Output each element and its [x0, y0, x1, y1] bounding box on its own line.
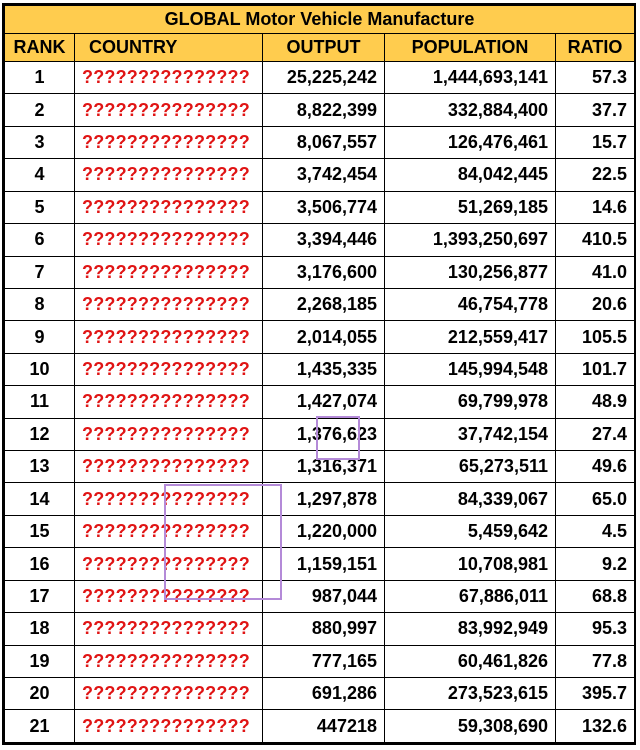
table-row: [5, 451, 635, 483]
cell-output[interactable]: 1,376,623: [263, 418, 385, 450]
table-row: [5, 580, 635, 612]
cell-population[interactable]: 130,256,877: [385, 256, 556, 288]
cell-population[interactable]: 84,339,067: [385, 483, 556, 515]
cell-country[interactable]: ???????????????: [75, 418, 263, 450]
table-row: [5, 386, 635, 418]
cell-rank[interactable]: 8: [5, 288, 75, 320]
cell-population[interactable]: 51,269,185: [385, 191, 556, 223]
cell-rank[interactable]: 12: [5, 418, 75, 450]
cell-output[interactable]: 1,435,335: [263, 353, 385, 385]
cell-output[interactable]: 2,268,185: [263, 288, 385, 320]
cell-country[interactable]: ???????????????: [75, 191, 263, 223]
cell-rank[interactable]: 20: [5, 678, 75, 710]
cell-rank[interactable]: 9: [5, 321, 75, 353]
cell-population[interactable]: 67,886,011: [385, 580, 556, 612]
cell-output[interactable]: 25,225,242: [263, 62, 385, 94]
cell-ratio[interactable]: 49.6: [556, 451, 635, 483]
table-row: [5, 678, 635, 710]
cell-output[interactable]: 1,316,371: [263, 451, 385, 483]
cell-rank[interactable]: 2: [5, 94, 75, 126]
cell-ratio[interactable]: 41.0: [556, 256, 635, 288]
cell-population[interactable]: 83,992,949: [385, 613, 556, 645]
table-row: [5, 288, 635, 320]
cell-country[interactable]: ???????????????: [75, 515, 263, 547]
cell-population[interactable]: 60,461,826: [385, 645, 556, 677]
cell-output[interactable]: 1,297,878: [263, 483, 385, 515]
cell-output[interactable]: 3,506,774: [263, 191, 385, 223]
cell-population[interactable]: 10,708,981: [385, 548, 556, 580]
cell-rank[interactable]: 18: [5, 613, 75, 645]
cell-rank[interactable]: 3: [5, 126, 75, 158]
cell-country[interactable]: ???????????????: [75, 224, 263, 256]
table-body: [5, 62, 635, 743]
cell-output[interactable]: 2,014,055: [263, 321, 385, 353]
cell-rank[interactable]: 5: [5, 191, 75, 223]
cell-rank[interactable]: 4: [5, 159, 75, 191]
cell-ratio[interactable]: 68.8: [556, 580, 635, 612]
cell-output[interactable]: 8,067,557: [263, 126, 385, 158]
cell-ratio[interactable]: 132.6: [556, 710, 635, 743]
header-output[interactable]: OUTPUT: [263, 34, 385, 62]
header-rank[interactable]: RANK: [5, 34, 75, 62]
cell-country[interactable]: ???????????????: [75, 710, 263, 743]
spreadsheet-table-container: [2, 3, 636, 745]
cell-ratio[interactable]: 48.9: [556, 386, 635, 418]
cell-population[interactable]: 1,393,250,697: [385, 224, 556, 256]
table-row: [5, 256, 635, 288]
cell-ratio[interactable]: 22.5: [556, 159, 635, 191]
cell-population[interactable]: 332,884,400: [385, 94, 556, 126]
cell-output[interactable]: 1,159,151: [263, 548, 385, 580]
table-row: [5, 710, 635, 743]
cell-rank[interactable]: 21: [5, 710, 75, 743]
motor-vehicle-table: [4, 5, 635, 743]
table-title[interactable]: GLOBAL Motor Vehicle Manufacture: [5, 6, 635, 34]
cell-ratio[interactable]: 105.5: [556, 321, 635, 353]
cell-ratio[interactable]: 410.5: [556, 224, 635, 256]
cell-ratio[interactable]: 57.3: [556, 62, 635, 94]
column-header-row: [5, 34, 635, 62]
cell-output[interactable]: 447218: [263, 710, 385, 743]
cell-output[interactable]: 3,176,600: [263, 256, 385, 288]
cell-output[interactable]: 3,742,454: [263, 159, 385, 191]
cell-population[interactable]: 145,994,548: [385, 353, 556, 385]
header-ratio[interactable]: RATIO: [556, 34, 635, 62]
table-row: [5, 645, 635, 677]
cell-rank[interactable]: 7: [5, 256, 75, 288]
cell-country[interactable]: ???????????????: [75, 62, 263, 94]
header-population[interactable]: POPULATION: [385, 34, 556, 62]
table-row: [5, 613, 635, 645]
cell-rank[interactable]: 1: [5, 62, 75, 94]
cell-population[interactable]: 1,444,693,141: [385, 62, 556, 94]
table-row: [5, 515, 635, 547]
table-row: [5, 224, 635, 256]
cell-ratio[interactable]: 95.3: [556, 613, 635, 645]
cell-country[interactable]: ???????????????: [75, 386, 263, 418]
cell-ratio[interactable]: 37.7: [556, 94, 635, 126]
cell-population[interactable]: 69,799,978: [385, 386, 556, 418]
cell-rank[interactable]: 11: [5, 386, 75, 418]
cell-rank[interactable]: 10: [5, 353, 75, 385]
cell-ratio[interactable]: 20.6: [556, 288, 635, 320]
cell-rank[interactable]: 17: [5, 580, 75, 612]
cell-country[interactable]: ???????????????: [75, 353, 263, 385]
table-row: [5, 126, 635, 158]
cell-country[interactable]: ???????????????: [75, 451, 263, 483]
cell-rank[interactable]: 15: [5, 515, 75, 547]
cell-output[interactable]: 1,220,000: [263, 515, 385, 547]
cell-population[interactable]: 59,308,690: [385, 710, 556, 743]
cell-rank[interactable]: 19: [5, 645, 75, 677]
cell-rank[interactable]: 16: [5, 548, 75, 580]
cell-output[interactable]: 3,394,446: [263, 224, 385, 256]
cell-ratio[interactable]: 395.7: [556, 678, 635, 710]
cell-country[interactable]: ???????????????: [75, 288, 263, 320]
cell-country[interactable]: ???????????????: [75, 548, 263, 580]
cell-output[interactable]: 691,286: [263, 678, 385, 710]
cell-rank[interactable]: 13: [5, 451, 75, 483]
cell-output[interactable]: 880,997: [263, 613, 385, 645]
table-row: [5, 353, 635, 385]
header-country[interactable]: COUNTRY: [75, 34, 263, 62]
cell-ratio[interactable]: 15.7: [556, 126, 635, 158]
table-row: [5, 62, 635, 94]
cell-country[interactable]: ???????????????: [75, 126, 263, 158]
cell-ratio[interactable]: 14.6: [556, 191, 635, 223]
cell-country[interactable]: ???????????????: [75, 321, 263, 353]
cell-population[interactable]: 273,523,615: [385, 678, 556, 710]
cell-country[interactable]: ???????????????: [75, 645, 263, 677]
cell-country[interactable]: ???????????????: [75, 678, 263, 710]
cell-output[interactable]: 8,822,399: [263, 94, 385, 126]
cell-output[interactable]: 777,165: [263, 645, 385, 677]
cell-country[interactable]: ???????????????: [75, 159, 263, 191]
table-row: [5, 483, 635, 515]
cell-country[interactable]: ???????????????: [75, 613, 263, 645]
cell-output[interactable]: 1,427,074: [263, 386, 385, 418]
cell-rank[interactable]: 6: [5, 224, 75, 256]
cell-ratio[interactable]: 77.8: [556, 645, 635, 677]
cell-population[interactable]: 212,559,417: [385, 321, 556, 353]
cell-output[interactable]: 987,044: [263, 580, 385, 612]
table-row: [5, 94, 635, 126]
cell-country[interactable]: ???????????????: [75, 256, 263, 288]
table-title-row: [5, 6, 635, 34]
cell-ratio[interactable]: 27.4: [556, 418, 635, 450]
cell-ratio[interactable]: 65.0: [556, 483, 635, 515]
cell-population[interactable]: 5,459,642: [385, 515, 556, 547]
cell-country[interactable]: ???????????????: [75, 94, 263, 126]
table-row: [5, 548, 635, 580]
cell-population[interactable]: 46,754,778: [385, 288, 556, 320]
cell-country[interactable]: ???????????????: [75, 580, 263, 612]
cell-ratio[interactable]: 4.5: [556, 515, 635, 547]
table-row: [5, 418, 635, 450]
cell-population[interactable]: 65,273,511: [385, 451, 556, 483]
cell-population[interactable]: 126,476,461: [385, 126, 556, 158]
cell-ratio[interactable]: 101.7: [556, 353, 635, 385]
table-row: [5, 159, 635, 191]
cell-ratio[interactable]: 9.2: [556, 548, 635, 580]
cell-population[interactable]: 84,042,445: [385, 159, 556, 191]
table-row: [5, 191, 635, 223]
cell-country[interactable]: ???????????????: [75, 483, 263, 515]
table-row: [5, 321, 635, 353]
cell-population[interactable]: 37,742,154: [385, 418, 556, 450]
cell-rank[interactable]: 14: [5, 483, 75, 515]
